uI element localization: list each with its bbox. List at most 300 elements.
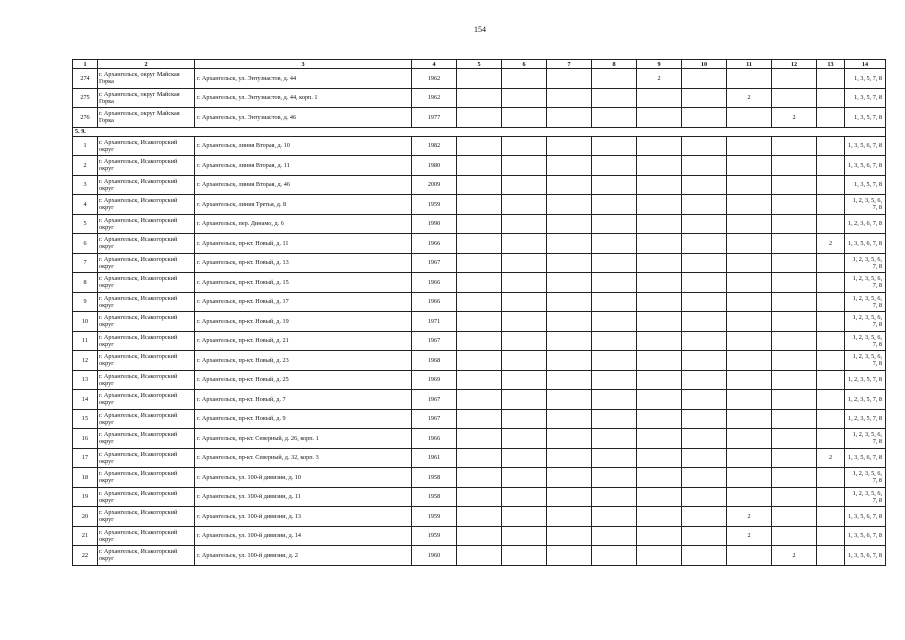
value-cell (817, 88, 845, 108)
value-cell (457, 546, 502, 566)
value-cell (817, 370, 845, 390)
value-cell (457, 214, 502, 234)
value-cell (727, 69, 772, 89)
district-cell: г. Архангельск, округ Майская Горка (98, 88, 195, 108)
address-cell: г. Архангельск, ул. 100-й дивизии, д. 14 (195, 526, 412, 546)
year-cell: 1967 (412, 253, 457, 273)
value-cell (772, 409, 817, 429)
row-number-cell: 7 (73, 253, 98, 273)
value-cell (547, 195, 592, 215)
table-row (73, 136, 886, 156)
value-cell (637, 292, 682, 312)
value-cell (547, 468, 592, 488)
value-cell (547, 156, 592, 176)
value-cell (772, 292, 817, 312)
value-cell (682, 526, 727, 546)
value-cell (637, 156, 682, 176)
year-cell: 1966 (412, 292, 457, 312)
reference-cell: 1, 3, 5, 6, 7, 8 (845, 234, 886, 254)
year-cell: 1958 (412, 468, 457, 488)
value-cell: 2 (727, 507, 772, 527)
year-cell: 1969 (412, 370, 457, 390)
column-header: 3 (195, 60, 412, 69)
value-cell (817, 351, 845, 371)
value-cell (502, 195, 547, 215)
column-header: 1 (73, 60, 98, 69)
year-cell: 1990 (412, 214, 457, 234)
row-number-cell: 11 (73, 331, 98, 351)
value-cell (682, 390, 727, 410)
value-cell (727, 292, 772, 312)
table-row (73, 69, 886, 89)
row-number-cell: 22 (73, 546, 98, 566)
value-cell (502, 507, 547, 527)
value-cell (727, 136, 772, 156)
table-row (73, 312, 886, 332)
value-cell (592, 507, 637, 527)
value-cell (682, 175, 727, 195)
row-number-cell: 1 (73, 136, 98, 156)
table-row (73, 546, 886, 566)
row-number-cell: 10 (73, 312, 98, 332)
value-cell (547, 546, 592, 566)
reference-cell: 1, 2, 3, 5, 6, 7, 8 (845, 487, 886, 507)
value-cell (682, 136, 727, 156)
column-header: 9 (637, 60, 682, 69)
value-cell (637, 429, 682, 449)
value-cell (502, 136, 547, 156)
address-cell: г. Архангельск, ул. Энтузиастов, д. 44 (195, 69, 412, 89)
year-cell: 1962 (412, 88, 457, 108)
value-cell (502, 370, 547, 390)
reference-cell: 1, 3, 5, 6, 7, 8 (845, 448, 886, 468)
value-cell (682, 409, 727, 429)
table-row (73, 507, 886, 527)
district-cell: г. Архангельск, Исакогорский округ (98, 253, 195, 273)
value-cell (682, 468, 727, 488)
reference-cell: 1, 3, 5, 6, 7, 8 (845, 526, 886, 546)
value-cell (547, 88, 592, 108)
value-cell (457, 88, 502, 108)
district-cell: г. Архангельск, Исакогорский округ (98, 546, 195, 566)
district-cell: г. Архангельск, Исакогорский округ (98, 409, 195, 429)
row-number-cell: 16 (73, 429, 98, 449)
value-cell (502, 69, 547, 89)
value-cell (727, 253, 772, 273)
value-cell (817, 487, 845, 507)
row-number-cell: 274 (73, 69, 98, 89)
address-cell: г. Архангельск, пр-кт. Новый, д. 17 (195, 292, 412, 312)
reference-cell: 1, 2, 3, 5, 6, 7, 8 (845, 195, 886, 215)
year-cell: 1971 (412, 312, 457, 332)
reference-cell: 1, 2, 3, 5, 6, 7, 8 (845, 351, 886, 371)
row-number-cell: 18 (73, 468, 98, 488)
row-number-cell: 20 (73, 507, 98, 527)
value-cell (682, 546, 727, 566)
value-cell (457, 351, 502, 371)
value-cell (772, 487, 817, 507)
value-cell (727, 370, 772, 390)
reference-cell: 1, 2, 3, 6, 7, 8 (845, 214, 886, 234)
value-cell (637, 390, 682, 410)
value-cell (547, 351, 592, 371)
address-cell: г. Архангельск, ул. Энтузиастов, д. 46 (195, 108, 412, 128)
district-cell: г. Архангельск, Исакогорский округ (98, 331, 195, 351)
district-cell: г. Архангельск, Исакогорский округ (98, 448, 195, 468)
value-cell (727, 195, 772, 215)
district-cell: г. Архангельск, Исакогорский округ (98, 526, 195, 546)
row-number-cell: 19 (73, 487, 98, 507)
value-cell (637, 312, 682, 332)
row-number-cell: 6 (73, 234, 98, 254)
table-row (73, 108, 886, 128)
year-cell: 1959 (412, 507, 457, 527)
value-cell (592, 429, 637, 449)
column-header: 7 (547, 60, 592, 69)
value-cell (772, 175, 817, 195)
page-number: 154 (474, 25, 486, 34)
row-number-cell: 14 (73, 390, 98, 410)
value-cell (817, 195, 845, 215)
value-cell (772, 156, 817, 176)
value-cell (592, 69, 637, 89)
value-cell (817, 546, 845, 566)
value-cell (502, 448, 547, 468)
year-cell: 1982 (412, 136, 457, 156)
table-row (73, 175, 886, 195)
value-cell (682, 351, 727, 371)
value-cell (682, 370, 727, 390)
value-cell (592, 390, 637, 410)
value-cell (637, 195, 682, 215)
value-cell (502, 108, 547, 128)
value-cell (637, 468, 682, 488)
year-cell: 1966 (412, 273, 457, 293)
value-cell (727, 214, 772, 234)
value-cell (592, 292, 637, 312)
district-cell: г. Архангельск, Исакогорский округ (98, 370, 195, 390)
reference-cell: 1, 2, 3, 5, 6, 7, 8 (845, 273, 886, 293)
value-cell (457, 69, 502, 89)
value-cell (727, 409, 772, 429)
value-cell (772, 351, 817, 371)
value-cell (547, 175, 592, 195)
table-row (73, 195, 886, 215)
value-cell (592, 331, 637, 351)
address-cell: г. Архангельск, пр-кт. Новый, д. 9 (195, 409, 412, 429)
value-cell (547, 448, 592, 468)
table-row (73, 487, 886, 507)
table-row (73, 331, 886, 351)
value-cell (817, 312, 845, 332)
year-cell: 1962 (412, 69, 457, 89)
value-cell (817, 136, 845, 156)
value-cell (457, 390, 502, 410)
address-cell: г. Архангельск, пр-кт. Новый, д. 11 (195, 234, 412, 254)
value-cell (592, 487, 637, 507)
value-cell: 2 (817, 448, 845, 468)
value-cell (457, 175, 502, 195)
value-cell (592, 351, 637, 371)
value-cell (682, 487, 727, 507)
value-cell (547, 136, 592, 156)
value-cell (502, 526, 547, 546)
address-cell: г. Архангельск, пр-кт. Новый, д. 21 (195, 331, 412, 351)
value-cell (502, 273, 547, 293)
value-cell (457, 195, 502, 215)
value-cell (547, 253, 592, 273)
value-cell: 2 (727, 88, 772, 108)
table-row (73, 526, 886, 546)
row-number-cell: 3 (73, 175, 98, 195)
row-number-cell: 275 (73, 88, 98, 108)
district-cell: г. Архангельск, Исакогорский округ (98, 195, 195, 215)
value-cell (547, 487, 592, 507)
reference-cell: 1, 3, 5, 6, 7, 8 (845, 546, 886, 566)
year-cell: 2009 (412, 175, 457, 195)
value-cell (727, 448, 772, 468)
column-header: 13 (817, 60, 845, 69)
value-cell (637, 136, 682, 156)
address-cell: г. Архангельск, пр-кт. Новый, д. 13 (195, 253, 412, 273)
address-cell: г. Архангельск, пр-кт. Новый, д. 15 (195, 273, 412, 293)
value-cell (817, 253, 845, 273)
value-cell (457, 448, 502, 468)
year-cell: 1966 (412, 429, 457, 449)
value-cell (547, 390, 592, 410)
value-cell (637, 88, 682, 108)
value-cell (727, 429, 772, 449)
value-cell (727, 546, 772, 566)
value-cell (547, 507, 592, 527)
housing-table (72, 59, 886, 566)
value-cell (772, 370, 817, 390)
district-cell: г. Архангельск, Исакогорский округ (98, 156, 195, 176)
section-row (73, 127, 886, 136)
address-cell: г. Архангельск, ул. 100-й дивизии, д. 11 (195, 487, 412, 507)
value-cell (772, 331, 817, 351)
column-header: 4 (412, 60, 457, 69)
address-cell: г. Архангельск, пр-кт. Северный, д. 26, корп. 1 (195, 429, 412, 449)
year-cell: 1960 (412, 546, 457, 566)
value-cell (817, 292, 845, 312)
address-cell: г. Архангельск, пр-кт. Северный, д. 32, корп. 3 (195, 448, 412, 468)
value-cell (817, 468, 845, 488)
value-cell (682, 88, 727, 108)
table-row (73, 88, 886, 108)
table-row (73, 429, 886, 449)
value-cell (547, 429, 592, 449)
value-cell (457, 312, 502, 332)
value-cell (547, 312, 592, 332)
value-cell (547, 234, 592, 254)
value-cell (727, 175, 772, 195)
address-cell: г. Архангельск, пр-кт. Новый, д. 7 (195, 390, 412, 410)
column-header: 8 (592, 60, 637, 69)
reference-cell: 1, 2, 3, 5, 6, 7, 8 (845, 468, 886, 488)
address-cell: г. Архангельск, линия Вторая, д. 10 (195, 136, 412, 156)
row-number-cell: 9 (73, 292, 98, 312)
value-cell (502, 487, 547, 507)
value-cell (772, 69, 817, 89)
value-cell (727, 156, 772, 176)
year-cell: 1980 (412, 156, 457, 176)
value-cell (637, 108, 682, 128)
value-cell (727, 108, 772, 128)
value-cell (682, 331, 727, 351)
table-row (73, 292, 886, 312)
row-number-cell: 8 (73, 273, 98, 293)
value-cell (502, 214, 547, 234)
value-cell (592, 88, 637, 108)
value-cell (592, 108, 637, 128)
reference-cell: 1, 3, 5, 7, 8 (845, 175, 886, 195)
reference-cell: 1, 2, 3, 5, 7, 8 (845, 409, 886, 429)
value-cell (727, 273, 772, 293)
district-cell: г. Архангельск, Исакогорский округ (98, 468, 195, 488)
value-cell (817, 409, 845, 429)
value-cell (502, 312, 547, 332)
year-cell: 1958 (412, 487, 457, 507)
value-cell (682, 448, 727, 468)
value-cell (817, 273, 845, 293)
value-cell (457, 331, 502, 351)
value-cell (502, 468, 547, 488)
value-cell (547, 409, 592, 429)
value-cell (772, 312, 817, 332)
table-row (73, 214, 886, 234)
district-cell: г. Архангельск, Исакогорский округ (98, 292, 195, 312)
column-header: 6 (502, 60, 547, 69)
value-cell (547, 526, 592, 546)
row-number-cell: 2 (73, 156, 98, 176)
value-cell (637, 370, 682, 390)
district-cell: г. Архангельск, округ Майская Горка (98, 108, 195, 128)
value-cell (682, 195, 727, 215)
column-header: 2 (98, 60, 195, 69)
value-cell (592, 195, 637, 215)
value-cell (457, 253, 502, 273)
value-cell (592, 175, 637, 195)
value-cell (727, 487, 772, 507)
year-cell: 1977 (412, 108, 457, 128)
column-header: 11 (727, 60, 772, 69)
value-cell (772, 429, 817, 449)
value-cell (727, 468, 772, 488)
value-cell (547, 292, 592, 312)
district-cell: г. Архангельск, Исакогорский округ (98, 507, 195, 527)
value-cell (547, 69, 592, 89)
address-cell: г. Архангельск, линия Третья, д. 8 (195, 195, 412, 215)
reference-cell: 1, 2, 3, 5, 6, 7, 8 (845, 429, 886, 449)
row-number-cell: 4 (73, 195, 98, 215)
table-row (73, 234, 886, 254)
value-cell (817, 390, 845, 410)
address-cell: г. Архангельск, ул. 100-й дивизии, д. 13 (195, 507, 412, 527)
district-cell: г. Архангельск, Исакогорский округ (98, 136, 195, 156)
district-cell: г. Архангельск, Исакогорский округ (98, 429, 195, 449)
value-cell (637, 331, 682, 351)
value-cell (637, 234, 682, 254)
value-cell (772, 136, 817, 156)
district-cell: г. Архангельск, Исакогорский округ (98, 234, 195, 254)
value-cell (502, 156, 547, 176)
value-cell (457, 429, 502, 449)
value-cell (637, 175, 682, 195)
reference-cell: 1, 3, 5, 6, 7, 8 (845, 156, 886, 176)
table-row (73, 351, 886, 371)
value-cell (682, 312, 727, 332)
value-cell (682, 429, 727, 449)
row-number-cell: 276 (73, 108, 98, 128)
value-cell (637, 448, 682, 468)
value-cell (457, 136, 502, 156)
value-cell (592, 546, 637, 566)
row-number-cell: 13 (73, 370, 98, 390)
value-cell (457, 234, 502, 254)
value-cell (502, 331, 547, 351)
reference-cell: 1, 2, 3, 5, 7, 8 (845, 370, 886, 390)
value-cell (817, 526, 845, 546)
value-cell (772, 390, 817, 410)
value-cell (592, 156, 637, 176)
value-cell (637, 546, 682, 566)
value-cell (772, 526, 817, 546)
value-cell (457, 292, 502, 312)
table-row (73, 156, 886, 176)
value-cell (592, 312, 637, 332)
value-cell (592, 214, 637, 234)
value-cell (592, 273, 637, 293)
table-row (73, 448, 886, 468)
value-cell (502, 234, 547, 254)
address-cell: г. Архангельск, пр-кт. Новый, д. 25 (195, 370, 412, 390)
reference-cell: 1, 2, 3, 5, 6, 7, 8 (845, 331, 886, 351)
address-cell: г. Архангельск, пр-кт. Новый, д. 23 (195, 351, 412, 371)
value-cell (682, 108, 727, 128)
value-cell (772, 195, 817, 215)
column-header: 10 (682, 60, 727, 69)
value-cell (637, 507, 682, 527)
value-cell (502, 88, 547, 108)
value-cell: 2 (772, 546, 817, 566)
value-cell (817, 429, 845, 449)
address-cell: г. Архангельск, ул. 100-й дивизии, д. 10 (195, 468, 412, 488)
value-cell (547, 331, 592, 351)
value-cell (772, 253, 817, 273)
year-cell: 1967 (412, 331, 457, 351)
value-cell (547, 370, 592, 390)
value-cell (727, 331, 772, 351)
reference-cell: 1, 2, 3, 5, 6, 7, 8 (845, 312, 886, 332)
address-cell: г. Архангельск, ул. 100-й дивизии, д. 2 (195, 546, 412, 566)
address-cell: г. Архангельск, пр-кт. Новый, д. 19 (195, 312, 412, 332)
year-cell: 1967 (412, 390, 457, 410)
value-cell: 2 (772, 108, 817, 128)
table-row (73, 273, 886, 293)
value-cell (457, 156, 502, 176)
value-cell (682, 273, 727, 293)
value-cell (502, 175, 547, 195)
address-cell: г. Архангельск, пер. Динамо, д. 6 (195, 214, 412, 234)
value-cell (682, 234, 727, 254)
value-cell (592, 370, 637, 390)
address-cell: г. Архангельск, ул. Энтузиастов, д. 44, корп. 1 (195, 88, 412, 108)
value-cell (817, 175, 845, 195)
table-row (73, 468, 886, 488)
value-cell (592, 234, 637, 254)
value-cell (772, 448, 817, 468)
